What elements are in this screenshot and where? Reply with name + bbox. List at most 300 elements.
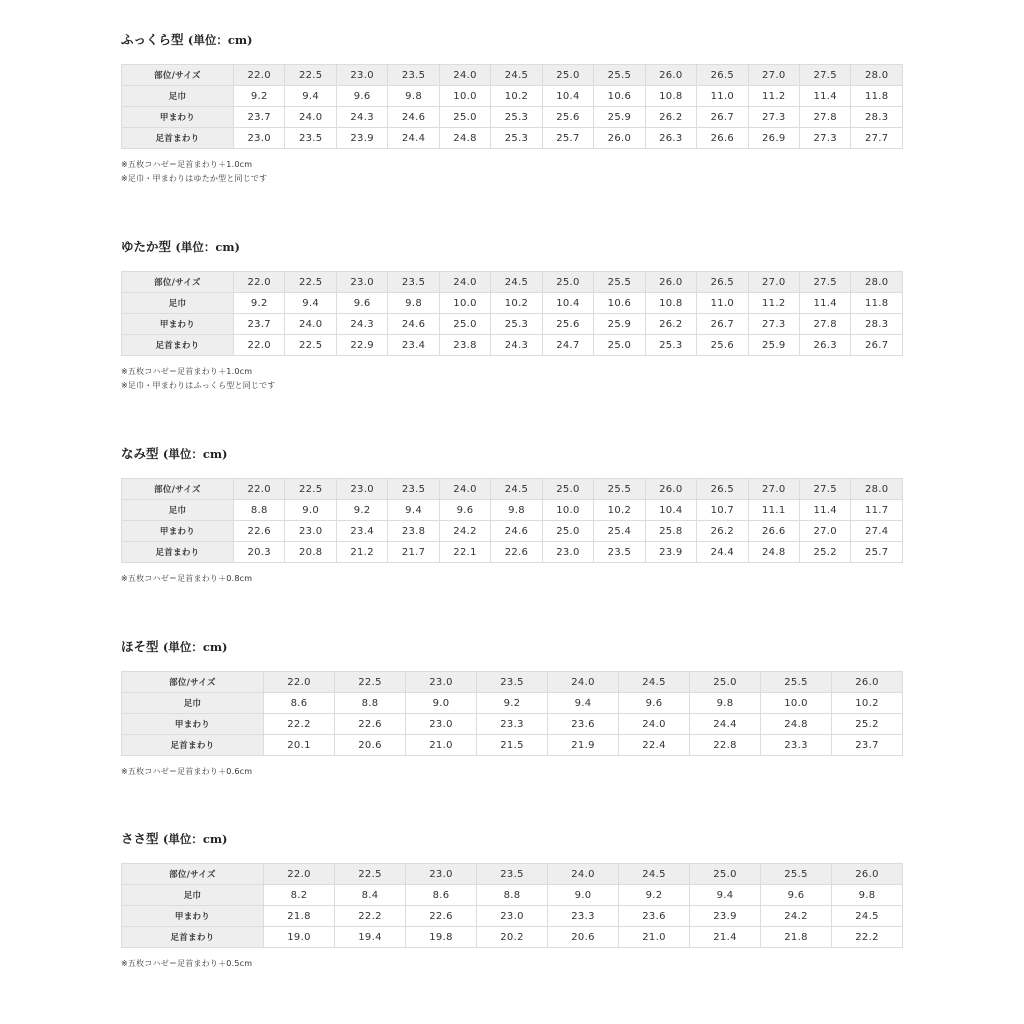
value-cell: 8.6 (406, 885, 477, 906)
section-unit: (単位：cm) (175, 240, 240, 254)
row-label: 足巾 (122, 86, 234, 107)
table-row (122, 714, 903, 735)
value-cell: 24.6 (388, 107, 439, 128)
size-header-cell: 26.0 (645, 479, 696, 500)
size-header-cell: 22.0 (264, 672, 335, 693)
row-label: 足首まわり (122, 735, 264, 756)
size-header-cell: 26.5 (697, 65, 748, 86)
value-cell: 27.8 (799, 107, 850, 128)
value-cell: 22.6 (335, 714, 406, 735)
row-label: 部位/サイズ (122, 479, 234, 500)
value-cell: 25.0 (439, 107, 490, 128)
value-cell: 11.7 (851, 500, 903, 521)
value-cell: 10.6 (594, 86, 645, 107)
size-header-cell: 23.5 (388, 479, 439, 500)
value-cell: 24.0 (285, 314, 336, 335)
row-label: 足巾 (122, 885, 264, 906)
value-cell: 23.7 (234, 314, 285, 335)
value-cell: 26.7 (697, 314, 748, 335)
row-label: 甲まわり (122, 521, 234, 542)
value-cell: 9.4 (548, 693, 619, 714)
value-cell: 9.0 (406, 693, 477, 714)
value-cell: 10.6 (594, 293, 645, 314)
value-cell: 22.5 (285, 335, 336, 356)
value-cell: 8.4 (335, 885, 406, 906)
value-cell: 20.8 (285, 542, 336, 563)
size-header-cell: 23.0 (406, 864, 477, 885)
value-cell: 9.2 (477, 693, 548, 714)
size-header-cell: 22.0 (234, 272, 285, 293)
size-header-cell: 24.0 (439, 65, 490, 86)
size-header-cell: 22.0 (234, 65, 285, 86)
value-cell: 10.2 (491, 86, 542, 107)
size-header-cell: 22.0 (264, 864, 335, 885)
value-cell: 25.2 (799, 542, 850, 563)
section-title (121, 443, 903, 465)
table-row (122, 293, 903, 314)
row-label: 足首まわり (122, 542, 234, 563)
table-header-row (122, 479, 903, 500)
size-header-cell: 22.5 (335, 672, 406, 693)
value-cell: 21.5 (477, 735, 548, 756)
value-cell: 11.0 (697, 86, 748, 107)
value-cell: 22.4 (619, 735, 690, 756)
value-cell: 9.6 (761, 885, 832, 906)
row-label: 甲まわり (122, 314, 234, 335)
size-header-cell: 25.5 (761, 864, 832, 885)
value-cell: 24.5 (832, 906, 903, 927)
table-header-row (122, 272, 903, 293)
size-header-cell: 28.0 (851, 272, 903, 293)
size-header-cell: 23.0 (336, 65, 387, 86)
value-cell: 25.9 (594, 314, 645, 335)
value-cell: 9.4 (285, 86, 336, 107)
value-cell: 20.6 (335, 735, 406, 756)
value-cell: 9.8 (388, 293, 439, 314)
section-title (121, 636, 903, 658)
value-cell: 25.2 (832, 714, 903, 735)
size-table (121, 271, 903, 356)
note-line: ※五枚コハゼ＝足首まわり＋1.0cm (121, 367, 253, 376)
value-cell: 23.5 (285, 128, 336, 149)
size-header-cell: 25.0 (542, 272, 593, 293)
size-table (121, 478, 903, 563)
value-cell: 22.2 (335, 906, 406, 927)
size-table (121, 863, 903, 948)
value-cell: 26.7 (851, 335, 903, 356)
section-title (121, 29, 903, 51)
notes (121, 158, 903, 185)
size-header-cell: 24.5 (619, 672, 690, 693)
value-cell: 9.0 (548, 885, 619, 906)
value-cell: 26.3 (645, 128, 696, 149)
value-cell: 8.2 (264, 885, 335, 906)
value-cell: 9.4 (388, 500, 439, 521)
size-header-cell: 27.5 (799, 65, 850, 86)
value-cell: 22.2 (264, 714, 335, 735)
value-cell: 11.0 (697, 293, 748, 314)
value-cell: 10.0 (542, 500, 593, 521)
size-header-cell: 26.0 (832, 864, 903, 885)
value-cell: 24.2 (439, 521, 490, 542)
table-row (122, 542, 903, 563)
value-cell: 11.2 (748, 86, 799, 107)
value-cell: 27.3 (799, 128, 850, 149)
table-row (122, 128, 903, 149)
row-label: 甲まわり (122, 714, 264, 735)
size-header-cell: 28.0 (851, 479, 903, 500)
row-label: 甲まわり (122, 107, 234, 128)
value-cell: 25.9 (594, 107, 645, 128)
value-cell: 21.7 (388, 542, 439, 563)
value-cell: 23.4 (388, 335, 439, 356)
value-cell: 9.4 (285, 293, 336, 314)
value-cell: 9.8 (491, 500, 542, 521)
value-cell: 24.0 (285, 107, 336, 128)
value-cell: 25.0 (439, 314, 490, 335)
value-cell: 11.8 (851, 293, 903, 314)
notes (121, 957, 903, 971)
value-cell: 25.0 (594, 335, 645, 356)
value-cell: 9.6 (336, 86, 387, 107)
value-cell: 27.7 (851, 128, 903, 149)
size-header-cell: 25.5 (761, 672, 832, 693)
size-header-cell: 26.0 (645, 272, 696, 293)
value-cell: 11.2 (748, 293, 799, 314)
value-cell: 23.8 (439, 335, 490, 356)
section-title (121, 828, 903, 850)
size-header-cell: 23.5 (388, 272, 439, 293)
table-row (122, 335, 903, 356)
value-cell: 22.2 (832, 927, 903, 948)
value-cell: 9.0 (285, 500, 336, 521)
row-label: 足巾 (122, 293, 234, 314)
value-cell: 23.0 (234, 128, 285, 149)
value-cell: 23.3 (548, 906, 619, 927)
value-cell: 21.8 (264, 906, 335, 927)
value-cell: 25.3 (645, 335, 696, 356)
value-cell: 22.1 (439, 542, 490, 563)
size-header-cell: 24.0 (548, 672, 619, 693)
size-header-cell: 26.5 (697, 479, 748, 500)
section-title-text: ふっくら型 (121, 32, 184, 47)
size-header-cell: 22.5 (285, 65, 336, 86)
value-cell: 26.7 (697, 107, 748, 128)
value-cell: 26.2 (697, 521, 748, 542)
value-cell: 25.4 (594, 521, 645, 542)
value-cell: 10.0 (761, 693, 832, 714)
table-row (122, 735, 903, 756)
size-header-cell: 25.0 (690, 864, 761, 885)
value-cell: 23.9 (690, 906, 761, 927)
note-line: ※五枚コハゼ＝足首まわり＋0.5cm (121, 959, 253, 968)
value-cell: 19.8 (406, 927, 477, 948)
value-cell: 23.5 (594, 542, 645, 563)
size-section (121, 443, 903, 586)
table-row (122, 521, 903, 542)
table-row (122, 693, 903, 714)
value-cell: 25.6 (697, 335, 748, 356)
table-row (122, 927, 903, 948)
value-cell: 24.6 (491, 521, 542, 542)
value-cell: 26.3 (799, 335, 850, 356)
value-cell: 9.8 (832, 885, 903, 906)
table-row (122, 906, 903, 927)
size-header-cell: 23.5 (388, 65, 439, 86)
value-cell: 27.3 (748, 314, 799, 335)
value-cell: 24.8 (761, 714, 832, 735)
note-line: ※五枚コハゼ＝足首まわり＋0.6cm (121, 767, 253, 776)
size-header-cell: 27.0 (748, 479, 799, 500)
note-line: ※足巾・甲まわりはふっくら型と同じです (121, 380, 276, 390)
value-cell: 23.9 (645, 542, 696, 563)
size-header-cell: 23.5 (477, 864, 548, 885)
value-cell: 28.3 (851, 107, 903, 128)
value-cell: 9.2 (619, 885, 690, 906)
value-cell: 24.3 (336, 314, 387, 335)
section-title-text: ささ型 (121, 831, 159, 846)
value-cell: 23.6 (548, 714, 619, 735)
value-cell: 24.4 (690, 714, 761, 735)
value-cell: 26.2 (645, 107, 696, 128)
value-cell: 24.3 (491, 335, 542, 356)
value-cell: 10.4 (542, 86, 593, 107)
value-cell: 10.8 (645, 293, 696, 314)
table-row (122, 500, 903, 521)
value-cell: 24.4 (388, 128, 439, 149)
size-header-cell: 27.5 (799, 272, 850, 293)
size-section (121, 828, 903, 971)
value-cell: 10.2 (832, 693, 903, 714)
value-cell: 25.3 (491, 107, 542, 128)
value-cell: 10.7 (697, 500, 748, 521)
size-header-cell: 25.0 (690, 672, 761, 693)
row-label: 足首まわり (122, 128, 234, 149)
value-cell: 22.9 (336, 335, 387, 356)
value-cell: 23.0 (477, 906, 548, 927)
table-row (122, 885, 903, 906)
value-cell: 21.2 (336, 542, 387, 563)
size-header-cell: 24.0 (439, 272, 490, 293)
value-cell: 25.7 (851, 542, 903, 563)
value-cell: 24.4 (697, 542, 748, 563)
value-cell: 9.6 (619, 693, 690, 714)
value-cell: 23.9 (336, 128, 387, 149)
value-cell: 19.0 (264, 927, 335, 948)
size-header-cell: 23.0 (336, 272, 387, 293)
value-cell: 26.6 (697, 128, 748, 149)
size-header-cell: 23.5 (477, 672, 548, 693)
value-cell: 8.8 (335, 693, 406, 714)
value-cell: 25.9 (748, 335, 799, 356)
size-header-cell: 28.0 (851, 65, 903, 86)
value-cell: 25.0 (542, 521, 593, 542)
value-cell: 27.4 (851, 521, 903, 542)
value-cell: 23.7 (832, 735, 903, 756)
value-cell: 27.0 (799, 521, 850, 542)
size-header-cell: 27.0 (748, 65, 799, 86)
size-section (121, 636, 903, 779)
size-header-cell: 26.0 (832, 672, 903, 693)
value-cell: 24.8 (748, 542, 799, 563)
table-row (122, 107, 903, 128)
size-header-cell: 24.5 (491, 65, 542, 86)
value-cell: 11.4 (799, 293, 850, 314)
value-cell: 11.4 (799, 500, 850, 521)
value-cell: 10.4 (542, 293, 593, 314)
value-cell: 25.6 (542, 314, 593, 335)
value-cell: 23.4 (336, 521, 387, 542)
value-cell: 23.0 (406, 714, 477, 735)
value-cell: 22.6 (406, 906, 477, 927)
row-label: 甲まわり (122, 906, 264, 927)
value-cell: 27.3 (748, 107, 799, 128)
size-header-cell: 24.5 (491, 272, 542, 293)
value-cell: 10.0 (439, 86, 490, 107)
value-cell: 24.7 (542, 335, 593, 356)
size-header-cell: 23.0 (336, 479, 387, 500)
value-cell: 24.3 (336, 107, 387, 128)
value-cell: 21.8 (761, 927, 832, 948)
row-label: 足首まわり (122, 927, 264, 948)
value-cell: 24.0 (619, 714, 690, 735)
size-table (121, 64, 903, 149)
note-line: ※五枚コハゼ＝足首まわり＋1.0cm (121, 160, 253, 169)
table-row (122, 86, 903, 107)
size-header-cell: 24.5 (619, 864, 690, 885)
size-header-cell: 23.0 (406, 672, 477, 693)
value-cell: 26.0 (594, 128, 645, 149)
size-table (121, 671, 903, 756)
value-cell: 9.6 (336, 293, 387, 314)
value-cell: 26.6 (748, 521, 799, 542)
value-cell: 20.3 (234, 542, 285, 563)
value-cell: 21.9 (548, 735, 619, 756)
value-cell: 23.8 (388, 521, 439, 542)
size-header-cell: 25.0 (542, 479, 593, 500)
size-header-cell: 25.5 (594, 479, 645, 500)
note-line: ※五枚コハゼ＝足首まわり＋0.8cm (121, 574, 253, 583)
value-cell: 24.8 (439, 128, 490, 149)
value-cell: 25.7 (542, 128, 593, 149)
size-header-cell: 27.5 (799, 479, 850, 500)
size-header-cell: 24.0 (548, 864, 619, 885)
size-header-cell: 25.5 (594, 272, 645, 293)
value-cell: 23.0 (285, 521, 336, 542)
value-cell: 23.7 (234, 107, 285, 128)
note-line: ※足巾・甲まわりはゆたか型と同じです (121, 173, 268, 183)
value-cell: 27.8 (799, 314, 850, 335)
size-header-cell: 25.5 (594, 65, 645, 86)
row-label: 足首まわり (122, 335, 234, 356)
value-cell: 21.4 (690, 927, 761, 948)
notes (121, 765, 903, 779)
row-label: 足巾 (122, 500, 234, 521)
size-header-cell: 22.5 (285, 479, 336, 500)
value-cell: 9.8 (690, 693, 761, 714)
value-cell: 23.6 (619, 906, 690, 927)
value-cell: 9.6 (439, 500, 490, 521)
value-cell: 24.2 (761, 906, 832, 927)
size-header-cell: 22.5 (285, 272, 336, 293)
section-title-text: なみ型 (121, 446, 159, 461)
section-unit: (単位：cm) (162, 447, 228, 461)
value-cell: 22.0 (234, 335, 285, 356)
row-label: 部位/サイズ (122, 272, 234, 293)
size-header-cell: 26.0 (645, 65, 696, 86)
row-label: 部位/サイズ (122, 65, 234, 86)
value-cell: 9.2 (234, 86, 285, 107)
size-header-cell: 25.0 (542, 65, 593, 86)
size-header-cell: 24.0 (439, 479, 490, 500)
value-cell: 20.1 (264, 735, 335, 756)
value-cell: 25.3 (491, 314, 542, 335)
value-cell: 10.2 (491, 293, 542, 314)
size-header-cell: 24.5 (491, 479, 542, 500)
value-cell: 25.6 (542, 107, 593, 128)
size-header-cell: 22.5 (335, 864, 406, 885)
size-header-cell: 22.0 (234, 479, 285, 500)
value-cell: 11.1 (748, 500, 799, 521)
value-cell: 26.2 (645, 314, 696, 335)
size-section (121, 236, 903, 392)
value-cell: 19.4 (335, 927, 406, 948)
table-row (122, 314, 903, 335)
value-cell: 9.2 (336, 500, 387, 521)
row-label: 足巾 (122, 693, 264, 714)
table-header-row (122, 864, 903, 885)
value-cell: 10.0 (439, 293, 490, 314)
notes (121, 365, 903, 392)
value-cell: 23.0 (542, 542, 593, 563)
value-cell: 22.6 (491, 542, 542, 563)
section-title (121, 236, 903, 258)
size-header-cell: 27.0 (748, 272, 799, 293)
value-cell: 8.8 (477, 885, 548, 906)
value-cell: 11.4 (799, 86, 850, 107)
value-cell: 11.8 (851, 86, 903, 107)
value-cell: 9.4 (690, 885, 761, 906)
value-cell: 21.0 (406, 735, 477, 756)
value-cell: 10.2 (594, 500, 645, 521)
value-cell: 25.3 (491, 128, 542, 149)
value-cell: 20.6 (548, 927, 619, 948)
value-cell: 23.3 (477, 714, 548, 735)
value-cell: 25.8 (645, 521, 696, 542)
value-cell: 28.3 (851, 314, 903, 335)
value-cell: 8.6 (264, 693, 335, 714)
value-cell: 9.8 (388, 86, 439, 107)
row-label: 部位/サイズ (122, 864, 264, 885)
section-unit: (単位：cm) (162, 832, 228, 846)
section-title-text: ほそ型 (121, 639, 159, 654)
table-header-row (122, 65, 903, 86)
table-header-row (122, 672, 903, 693)
value-cell: 20.2 (477, 927, 548, 948)
section-title-text: ゆたか型 (121, 239, 172, 254)
value-cell: 21.0 (619, 927, 690, 948)
section-unit: (単位：cm) (162, 640, 228, 654)
size-header-cell: 26.5 (697, 272, 748, 293)
value-cell: 22.8 (690, 735, 761, 756)
value-cell: 22.6 (234, 521, 285, 542)
value-cell: 8.8 (234, 500, 285, 521)
value-cell: 26.9 (748, 128, 799, 149)
size-section (121, 29, 903, 185)
row-label: 部位/サイズ (122, 672, 264, 693)
notes (121, 572, 903, 586)
section-unit: (単位：cm) (187, 33, 253, 47)
